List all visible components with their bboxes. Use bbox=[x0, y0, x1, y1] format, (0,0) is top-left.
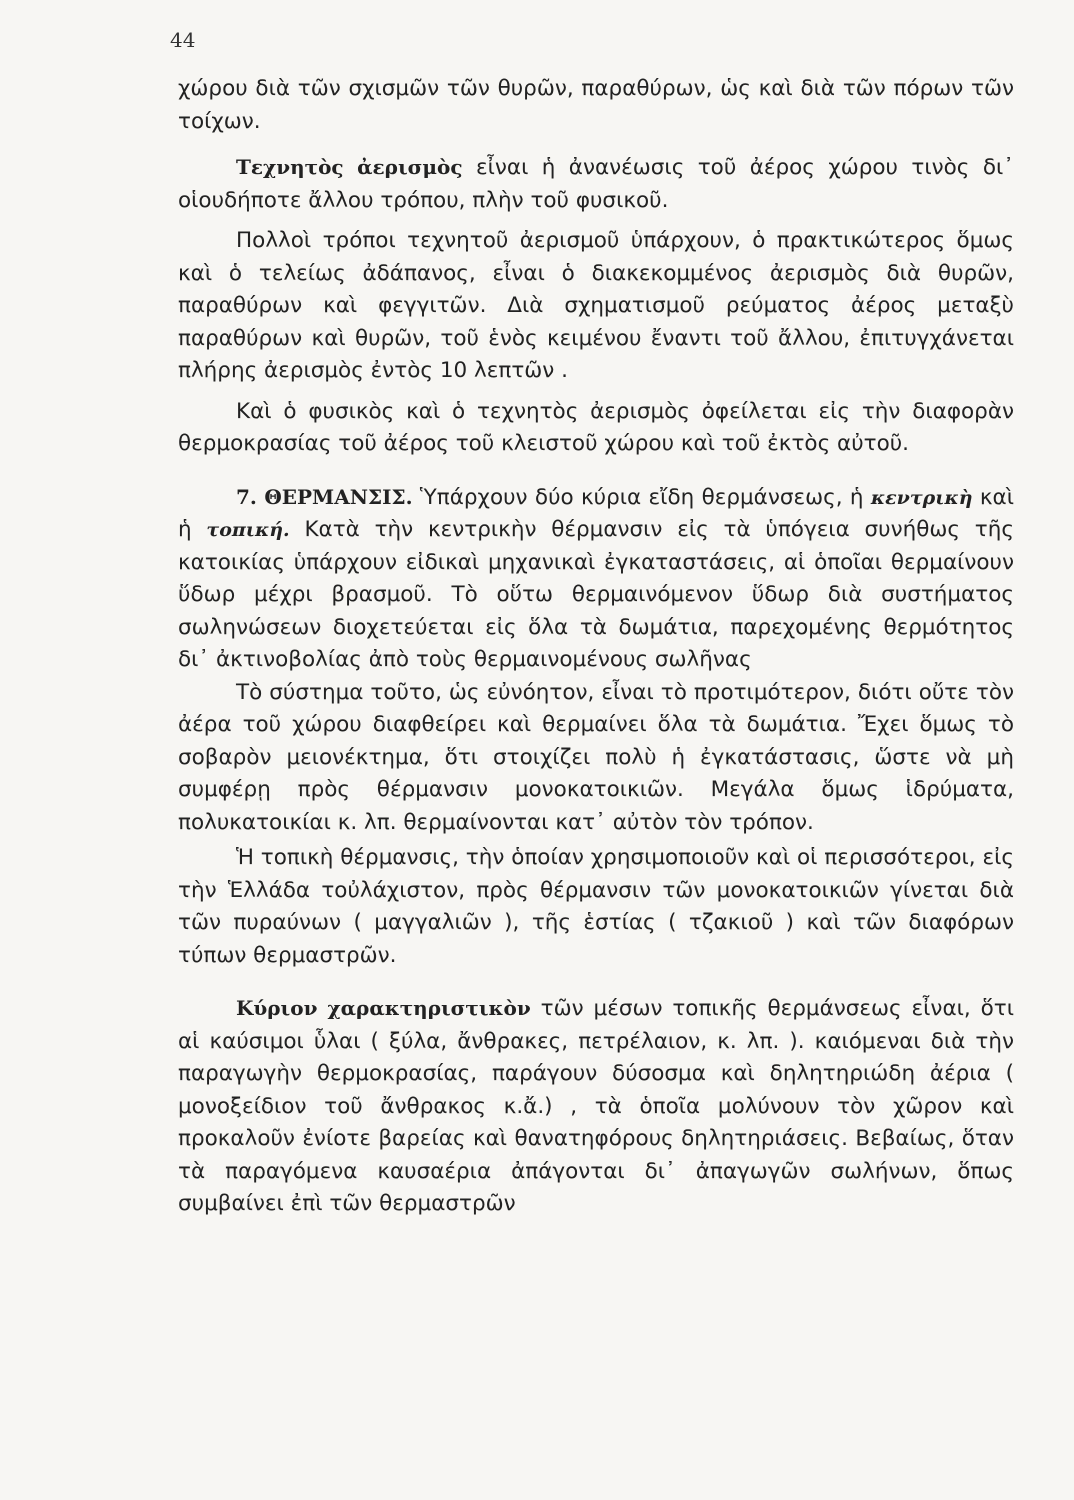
paragraph-central-heating-assessment bbox=[178, 677, 1014, 840]
paragraph-local-heating bbox=[178, 842, 1014, 972]
paragraph-text: Καὶ ὁ φυσικὸς καὶ ὁ τεχνητὸς ἀερισμὸς ὀφείλεται εἰς τὴν διαφορὰν θερμοκρασίας τοῦ ἀέρος τοῦ κλειστοῦ χώρου καὶ τοῦ ἐκτὸς αὐτοῦ. bbox=[178, 398, 1014, 456]
paragraph-text: εἶναι ἡ ἀνανέωσις τοῦ ἀέρος χώρου τινὸς δι᾽ οἱουδήποτε ἄλλου τρόπου, πλὴν τοῦ φυσικοῦ. bbox=[178, 155, 1015, 213]
paragraph-text: Πολλοὶ τρόποι τεχνητοῦ ἀερισμοῦ ὑπάρχουν, ὁ πρακτικώτερος ὅμως καὶ ὁ τελείως ἀδάπανος, εἶναι ὁ διακεκομμένος ἀερισμὸς διὰ θυρῶν, παραθύρων καὶ φεγγιτῶν. Διὰ σχηματισμοῦ ρεύματος ἀέρος μεταξὺ παραθύρων καὶ θυρῶν, τοῦ ἑνὸς κειμένου ἔναντι τοῦ ἄλλου, ἐπιτυγχάνεται πλήρης ἀερισμὸς ἐντὸς 10 λεπτῶν . bbox=[178, 228, 1014, 383]
term-central-heating: κεντρικὴ bbox=[870, 486, 973, 509]
paragraph-artificial-ventilation bbox=[178, 151, 1014, 217]
paragraph-text: Τὸ σύστημα τοῦτο, ὡς εὐνόητον, εἶναι τὸ προτιμότερον, διότι οὔτε τὸν ἀέρα τοῦ χώρου διαφθείρει καὶ θερμαίνει ὅλα τὰ δωμάτια. Ἔχει ὅμως τὸ σοβαρὸν μειονέκτημα, ὅτι στοιχίζει πολὺ ἡ ἐγκατάστασις, ὥστε νὰ μὴ συμφέρῃ πρὸς θέρμανσιν μονοκατοικιῶν. Μεγάλα ὅμως ἱδρύματα, πολυκατοικίαι κ. λπ. θερμαίνονται κατ᾽ αὐτὸν τὸν τρόπον. bbox=[178, 679, 1014, 835]
term-artificial-ventilation: Τεχνητὸς ἀερισμὸς bbox=[236, 155, 463, 179]
page-number: 44 bbox=[170, 28, 196, 52]
paragraph-text: χώρου διὰ τῶν σχισμῶν τῶν θυρῶν, παραθύρων, ὡς καὶ διὰ τῶν πόρων τῶν τοίχων. bbox=[178, 76, 1014, 134]
paragraph-text: καὶ ἡ bbox=[178, 484, 1014, 542]
paragraph-temperature-difference bbox=[178, 396, 1014, 461]
paragraph-text: Ἡ τοπικὴ θέρμανσις, τὴν ὁποίαν χρησιμοποιοῦν καὶ οἱ περισσότεροι, εἰς τὴν Ἑλλάδα τοὐλάχιστον, πρὸς θέρμανσιν τῶν μονοκατοικιῶν γίνεται διὰ τῶν πυραύνων ( μαγγαλιῶν ), τῆς ἑστίας ( τζακιοῦ ) καὶ τῶν διαφόρων τύπων θερμαστρῶν. bbox=[178, 845, 1014, 968]
body-text bbox=[178, 73, 1014, 1221]
paragraph-natural-ventilation-end bbox=[178, 73, 1014, 138]
paragraph-heating bbox=[178, 481, 1014, 677]
paragraph-text: Κατὰ τὴν κεντρικὴν θέρμανσιν εἰς τὰ ὑπόγεια συνήθως τῆς κατοικίας ὑπάρχουν εἰδικαὶ μηχανικαὶ ἐγκαταστάσεις, αἱ ὁποῖαι θερμαίνουν ὕδωρ μέχρι βρασμοῦ. Τὸ οὕτω θερμαινόμενον ὕδωρ διὰ συστήματος σωληνώσεων διοχετεύεται εἰς ὅλα τὰ δωμάτια, παρεχομένης θερμότητος δι᾽ ἀκτινοβολίας ἀπὸ τοὺς θερμαινομένους σωλῆνας bbox=[178, 517, 1014, 672]
term-main-characteristic: Κύριον χαρακτηριστικὸν bbox=[236, 996, 531, 1020]
paragraph-text: Ὑπάρχουν δύο κύρια εἴδη θερμάνσεως, ἡ bbox=[412, 484, 871, 510]
term-local-heating: τοπική. bbox=[206, 519, 290, 541]
section-heading-heating: 7. ΘΕΡΜΑΝΣΙΣ. bbox=[236, 484, 413, 509]
paragraph-local-heating-characteristic bbox=[178, 992, 1014, 1221]
paragraph-ventilation-methods bbox=[178, 225, 1014, 388]
paragraph-text: τῶν μέσων τοπικῆς θερμάνσεως εἶναι, ὅτι αἱ καύσιμοι ὗλαι ( ξύλα, ἄνθρακες, πετρέλαιον, κ. λπ. ). καιόμεναι διὰ τὴν παραγωγὴν θερμοκρασίας, παράγουν δύσοσμα καὶ δηλητηριώδη ἀέρια ( μονοξείδιον τοῦ ἄνθρακος κ.ἄ.) , τὰ ὁποῖα μολύνουν τὸν χῶρον καὶ προκαλοῦν ἐνίοτε βαρείας καὶ θανατηφόρους δηλητηριάσεις. Βεβαίως, ὅταν τὰ παραγόμενα καυσαέρια ἀπάγονται δι᾽ ἀπαγωγῶν σωλήνων, ὅπως συμβαίνει ἐπὶ τῶν θερμαστρῶν bbox=[178, 996, 1014, 1216]
